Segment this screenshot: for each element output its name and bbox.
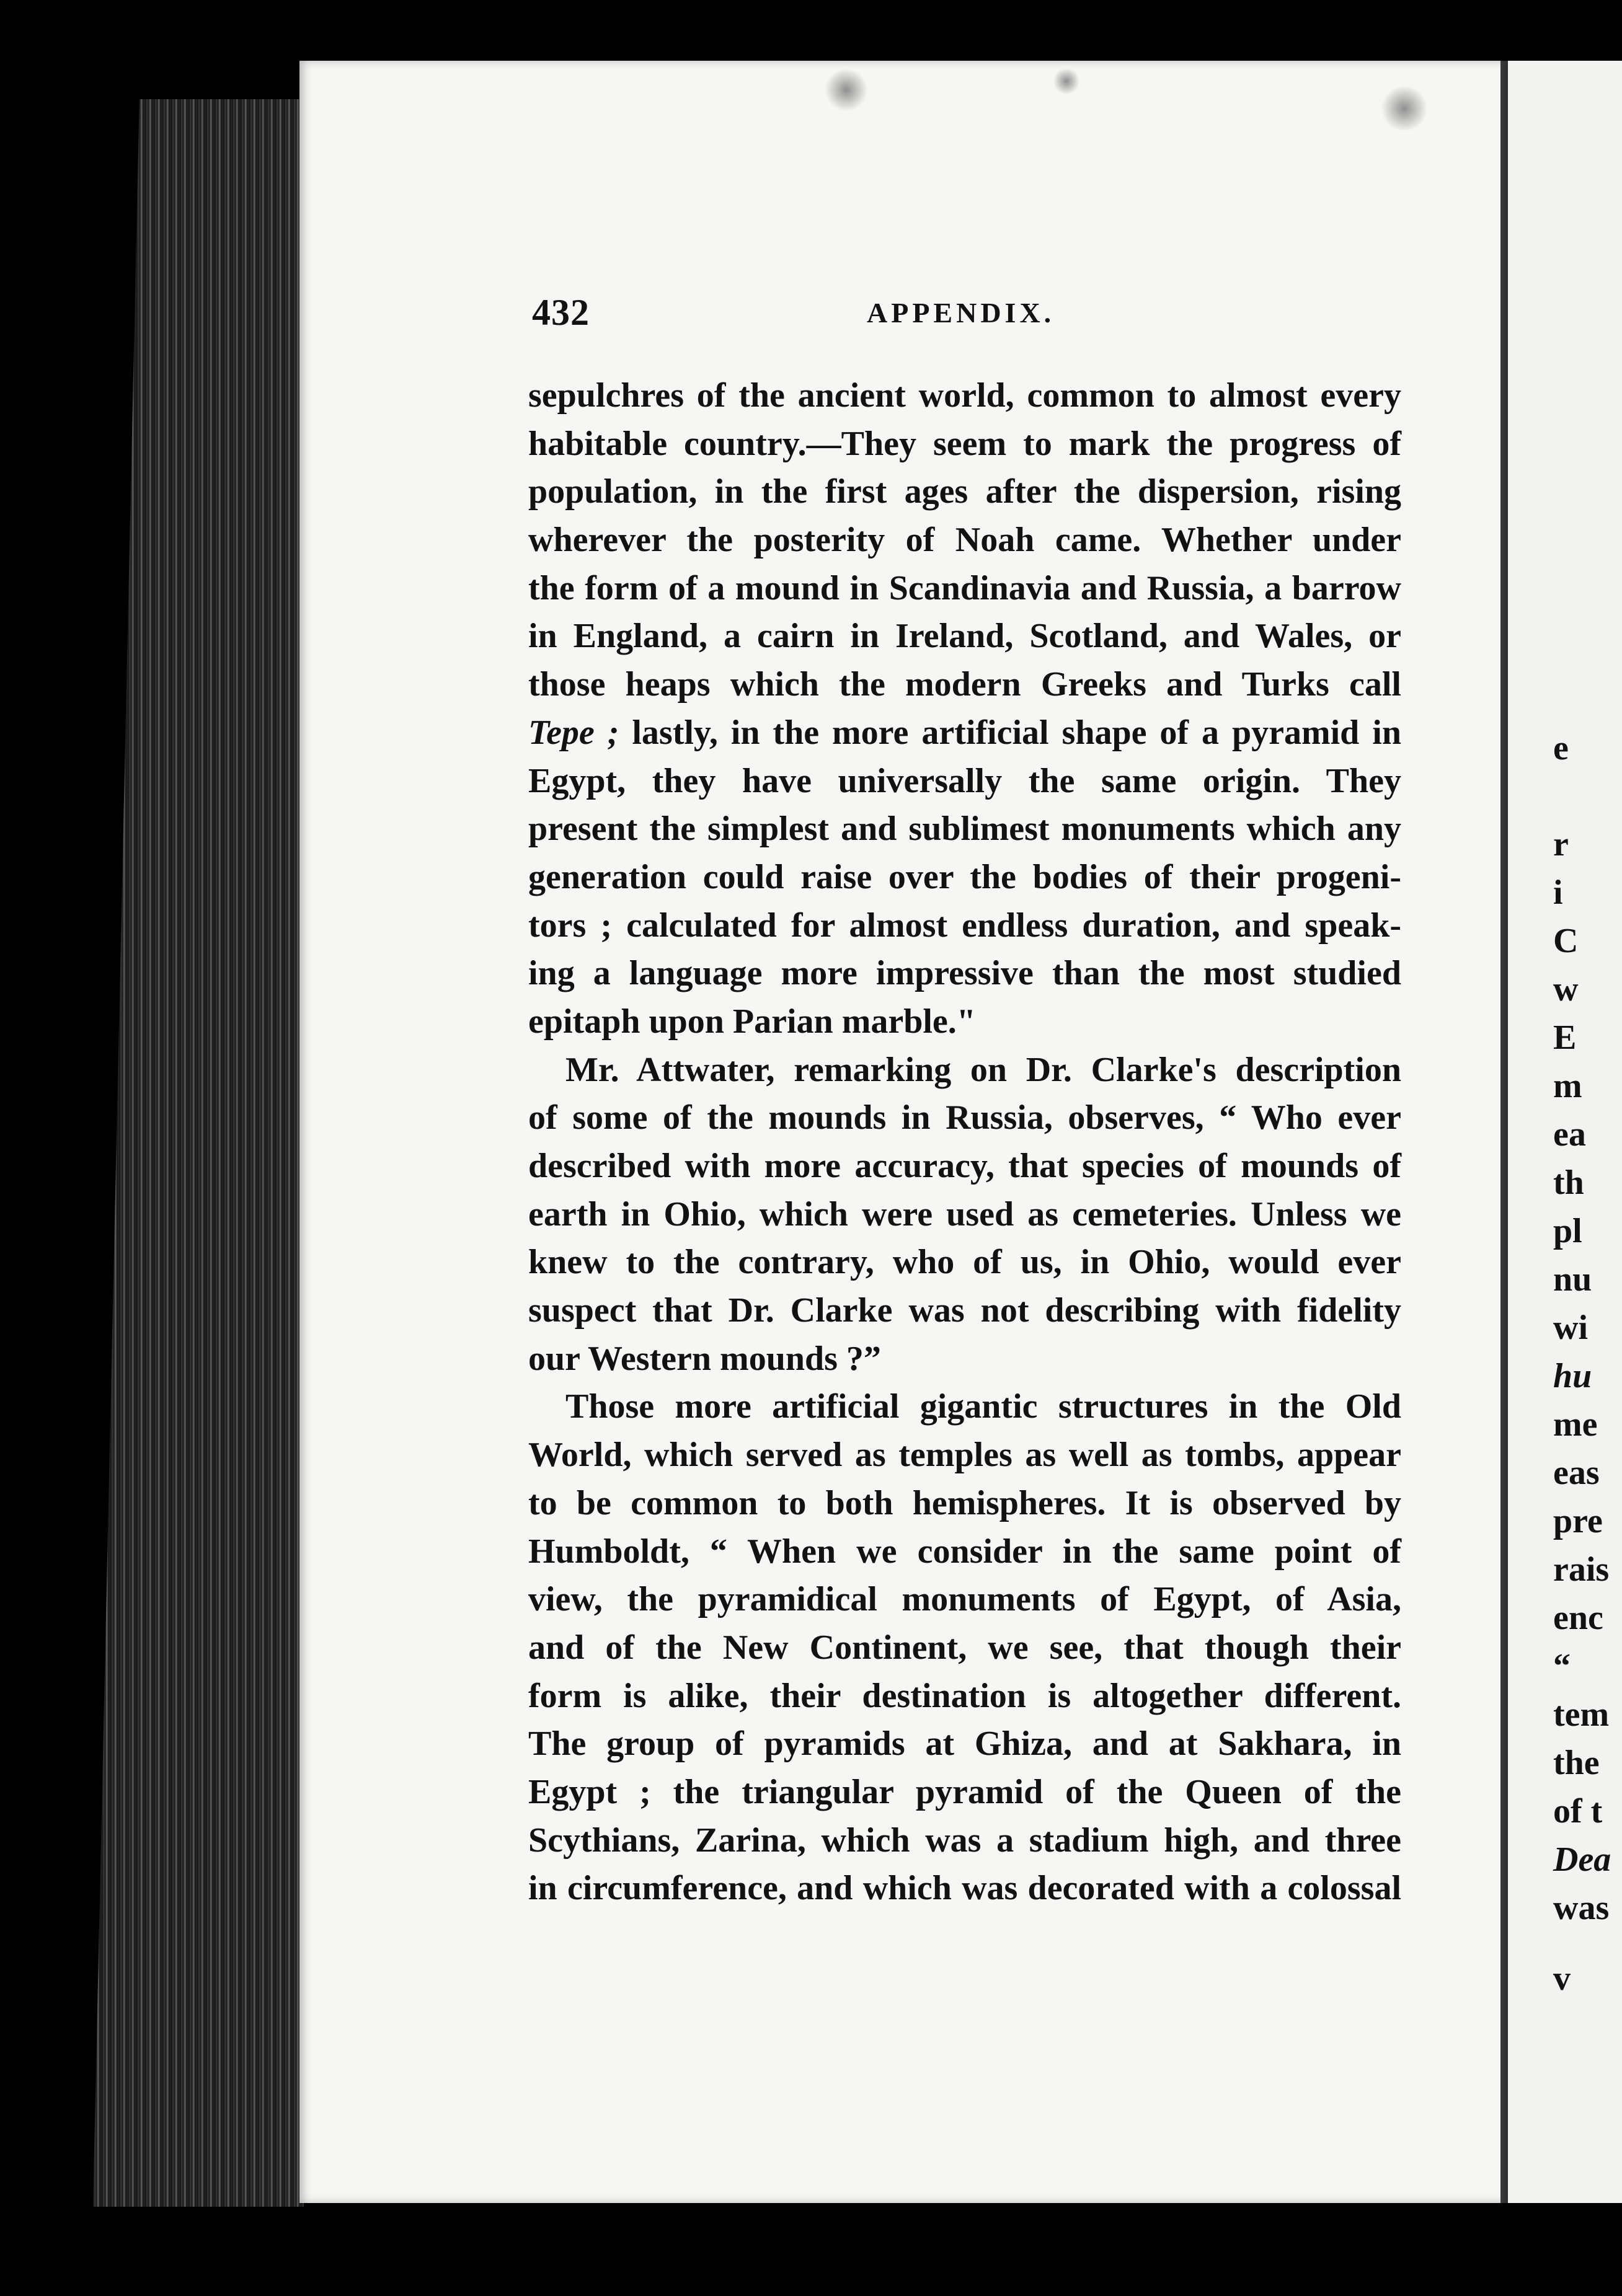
fragment: E [1553, 1018, 1577, 1057]
fragment: enc [1553, 1599, 1603, 1637]
paper-blemish [825, 68, 868, 112]
text-line: described with more accuracy, that species of mounds of [528, 1147, 1401, 1185]
fragment: pl [1553, 1212, 1582, 1250]
paper-blemish [1054, 67, 1079, 95]
text-line: in England, a cairn in Ireland, Scotland, and Wales, or [528, 617, 1401, 656]
running-head [532, 291, 1400, 347]
fragment: C [1553, 922, 1579, 960]
text-line: Scythians, Zarina, which was a stadium high, and three [528, 1821, 1401, 1860]
text-line: of some of the mounds in Russia, observes, “ Who ever [528, 1098, 1401, 1137]
text-line: wherever the posterity of Noah came. Whether under [528, 521, 1401, 560]
fragment: “ [1553, 1647, 1571, 1685]
fragment: pre [1553, 1502, 1603, 1540]
text-line: tors ; calculated for almost endless duration, and speak- [528, 906, 1401, 945]
fragment: of t [1553, 1792, 1603, 1830]
text-line: and of the New Continent, we see, that though their [528, 1628, 1401, 1667]
text-line: Egypt ; the triangular pyramid of the Queen of the [528, 1772, 1401, 1811]
fragment: the [1553, 1744, 1600, 1782]
fragment: wi [1553, 1309, 1588, 1347]
text-line: to be common to both hemispheres. It is observed by [528, 1483, 1401, 1522]
fragment: eas [1553, 1454, 1600, 1492]
text-line: population, in the first ages after the dispersion, rising [528, 472, 1401, 511]
text-line: knew to the contrary, who of us, in Ohio, would ever [528, 1243, 1401, 1282]
fragment: Dea [1553, 1840, 1611, 1879]
text-line: The group of pyramids at Ghiza, and at Sakhara, in [528, 1724, 1401, 1764]
italic-word: Tepe ; [528, 713, 619, 752]
fragment: v [1553, 1959, 1571, 1998]
fragment: me [1553, 1405, 1598, 1444]
fragment: nu [1553, 1260, 1592, 1299]
text-line: generation could raise over the bodies of their progeni- [528, 857, 1401, 896]
fragment: ea [1553, 1115, 1586, 1154]
text-line: sepulchres of the ancient world, common to almost every [528, 376, 1401, 415]
text-line: present the simplest and sublimest monuments which any [528, 810, 1401, 849]
fragment: was [1553, 1889, 1610, 1927]
fragment: w [1553, 970, 1579, 1009]
text-line: suspect that Dr. Clarke was not describing with fidelity [528, 1291, 1401, 1330]
text-line-with-italic-word: Tepe ; lastly, in the more artificial shape of a pyramid in [528, 713, 1401, 752]
fragment: r [1553, 825, 1569, 863]
text-line: in circumference, and which was decorated with a colossal [528, 1869, 1401, 1908]
text-line: epitaph upon Parian marble." [528, 1002, 976, 1041]
book-page-edges [93, 99, 304, 2207]
fragment: rais [1553, 1550, 1610, 1589]
text-line: those heaps which the modern Greeks and Turks call [528, 665, 1401, 704]
text-line: ing a language more impressive than the most studied [528, 954, 1401, 993]
text-line: habitable country.—They seem to mark the progress of [528, 424, 1401, 463]
text-line: earth in Ohio, which were used as cemeteries. Unless we [528, 1194, 1401, 1234]
fragment: tem [1553, 1695, 1610, 1734]
text-line: the form of a mound in Scandinavia and Russia, a barrow [528, 568, 1401, 607]
text-line: our Western mounds ?” [528, 1339, 881, 1378]
fragment: hu [1553, 1357, 1592, 1395]
running-title: APPENDIX. [867, 297, 1055, 329]
fragment: th [1553, 1163, 1584, 1202]
text-line: World, which served as temples as well as tombs, appear [528, 1436, 1401, 1475]
fragment: m [1553, 1067, 1582, 1105]
text-line: Egypt, they have universally the same origin. They [528, 761, 1401, 800]
text-line: Humboldt, “ When we consider in the same point of [528, 1532, 1401, 1571]
text-line: Mr. Attwater, remarking on Dr. Clarke's description [565, 1050, 1401, 1089]
paper-blemish [1380, 87, 1429, 130]
fragment: i [1553, 873, 1563, 912]
page-number: 432 [532, 292, 590, 333]
text-line: Those more artificial gigantic structures in the Old [565, 1387, 1401, 1426]
fragment: e [1553, 729, 1569, 767]
text-line: form is alike, their destination is altogether different. [528, 1676, 1401, 1715]
body-text [528, 372, 1401, 1913]
text-line: view, the pyramidical monuments of Egypt, of Asia, [528, 1580, 1401, 1619]
